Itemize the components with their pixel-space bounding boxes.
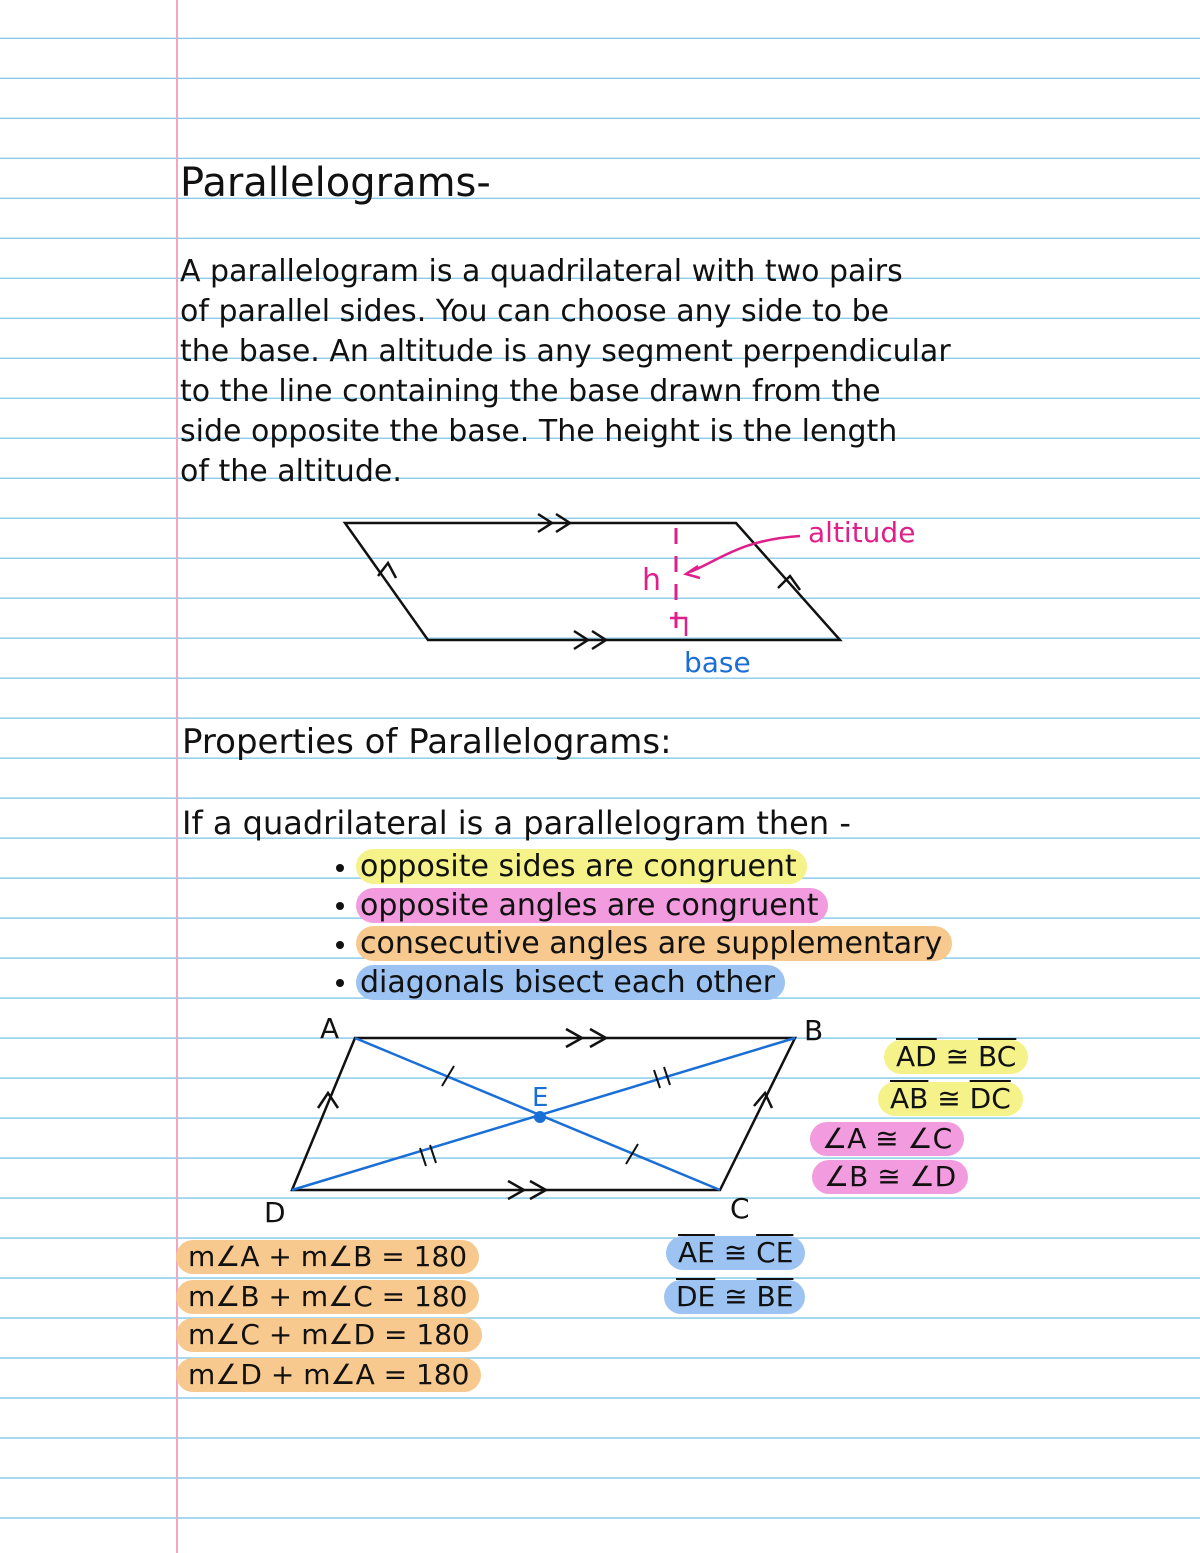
relation-angles-1: ∠A ≅ ∠C: [810, 1122, 964, 1156]
relation-angles-2: ∠B ≅ ∠D: [812, 1160, 968, 1194]
segment-label: $\overline{AD}$: [896, 1040, 937, 1073]
definition-line: of parallel sides. You can choose any side to be: [180, 294, 890, 329]
congruent-symbol: ≅: [937, 1082, 961, 1115]
definition-line: of the altitude.: [180, 454, 402, 489]
supplementary-equation: m∠D + m∠A = 180: [176, 1358, 481, 1392]
definition-line: to the line containing the base drawn from the: [180, 374, 881, 409]
definition-line: the base. An altitude is any segment perpendicular: [180, 334, 951, 369]
congruent-symbol: ≅: [724, 1280, 748, 1313]
congruent-symbol: ≅: [723, 1236, 748, 1269]
conditional-statement: If a quadrilateral is a parallelogram then -: [182, 804, 851, 842]
properties-heading: Properties of Parallelograms:: [182, 722, 672, 762]
center-e-label: E: [532, 1083, 549, 1113]
vertex-c-label: C: [730, 1192, 750, 1225]
property-text: diagonals bisect each other: [356, 965, 785, 1000]
property-text: consecutive angles are supplementary: [356, 926, 952, 961]
base-label: base: [684, 646, 751, 679]
supplementary-equation: m∠A + m∠B = 180: [176, 1240, 479, 1274]
segment-label: $\overline{BC}$: [978, 1040, 1017, 1073]
supplementary-equation: m∠B + m∠C = 180: [176, 1280, 479, 1314]
segment-label: $\overline{BE}$: [756, 1280, 794, 1313]
segment-label: $\overline{DE}$: [676, 1280, 716, 1313]
relation-sides-2: [878, 1082, 1023, 1116]
segment-label: $\overline{DC}$: [969, 1082, 1011, 1115]
page-title: Parallelograms-: [180, 160, 491, 206]
property-text: opposite angles are congruent: [356, 888, 828, 923]
altitude-label: altitude: [808, 516, 916, 549]
vertex-a-label: A: [320, 1012, 340, 1045]
relation-diagonals-2: [664, 1280, 805, 1314]
relation-diagonals-1: [666, 1236, 805, 1270]
segment-label: $\overline{CE}$: [756, 1236, 794, 1269]
congruent-symbol: ≅: [945, 1040, 970, 1073]
h-label: h: [642, 563, 662, 598]
supplementary-equation: m∠C + m∠D = 180: [176, 1318, 482, 1352]
definition-line: side opposite the base. The height is the length: [180, 414, 898, 449]
vertex-d-label: D: [264, 1196, 286, 1229]
relation-sides-1: [884, 1040, 1028, 1074]
segment-label: $\overline{AB}$: [890, 1082, 929, 1115]
segment-label: $\overline{AE}$: [678, 1236, 715, 1269]
property-text: opposite sides are congruent: [356, 849, 807, 884]
vertex-b-label: B: [804, 1014, 824, 1047]
definition-line: A parallelogram is a quadrilateral with two pairs: [180, 254, 903, 289]
